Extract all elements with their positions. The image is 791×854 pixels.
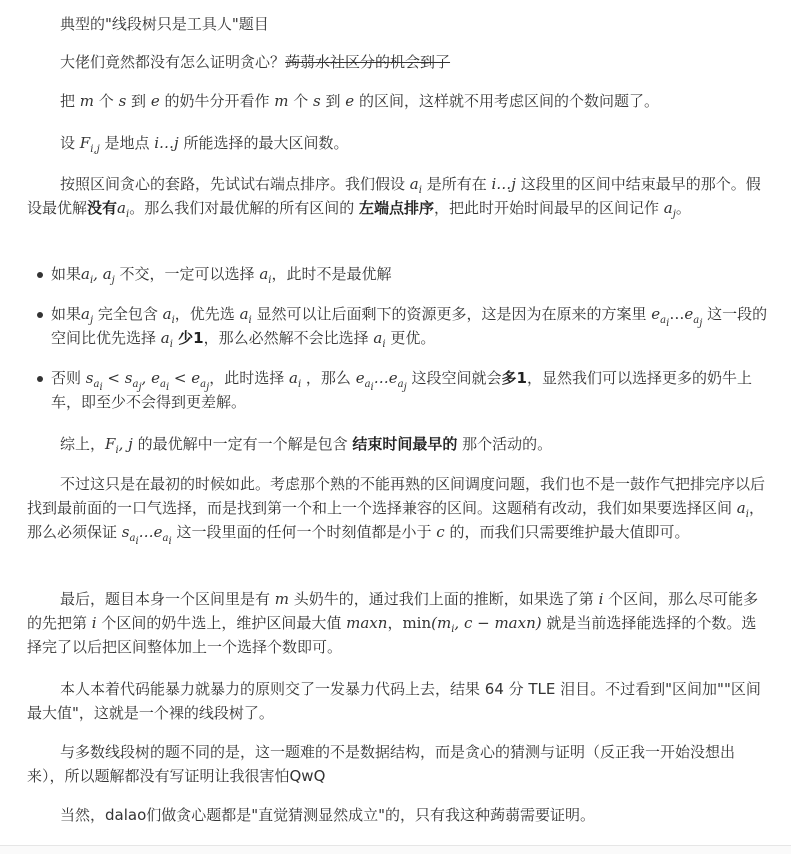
paragraph-greedy: 按照区间贪心的套路，先试试右端点排序。我们假设 $a_i$ 是所有在 i…j 这段里的区间中结束最早的那个。假设最优解没有$a_i$。那么我们对最优解的所有区间的 左端点排序，把此时开始时间最早的区间记作 $a_j$。 — [27, 175, 761, 220]
paragraph-scheduling: 不过这只是在最初的时候如此。考虑那个熟的不能再熟的区间调度问题，我们也不是一鼓作气把排完序以后找到最前面的一口气选择，而是找到第一个和上一个选择兼容的区间。这题稍有改动，我们如果要选择区间 $a_i$，那么必须保证 $s_{a_i}\dots e_{a_i}$ 这一段里面的任何一个时刻值都是小于 c 的，而我们只需要维护最大值即可。 — [27, 475, 766, 547]
paragraph-intro: 大佬们竟然都没有怎么证明贪心？蒟蒻水社区分的机会到了 — [60, 53, 451, 71]
paragraph-conclusion: 综上，$F_i$, j 的最优解中一定有一个解是包含 结束时间最早的 那个活动的。 — [60, 435, 553, 456]
paragraph-definition: 设 $F_{i,j}$ 是地点 i…j 所能选择的最大区间数。 — [60, 134, 349, 155]
strikethrough-text: 蒟蒻水社区分的机会到了 — [285, 53, 451, 71]
list-item: 否则 $s_{a_i} < s_{a_j}$, $e_{a_i} < e_{a_j}$，此时选择 $a_i$ ，那么 $e_{a_i}\dots e_{a_j}$ 这段空间就会多1，显然我们可以选择更多的奶牛上车，即至少不会得到更差解。 — [27, 366, 771, 414]
paragraph-ending: 当然，dalao们做贪心题都是"直觉猜测显然成立"的，只有我这种蒟蒻需要证明。 — [60, 806, 596, 824]
paragraph-final: 最后，题目本身一个区间里是有 m 头奶牛的，通过我们上面的推断，如果选了第 i 个区间，那么尽可能多的先把第 i 个区间的奶牛选上，维护区间最大值 maxn，$\min(m_i$, c − maxn) 就是当前选择能选择的个数。选择完了以后把区间整体加上一个选择个数即可。 — [27, 590, 759, 656]
list-item: 如果$a_j$ 完全包含 $a_i$，优先选 $a_i$ 显然可以让后面剩下的资源更多，这是因为在原来的方案里 $e_{a_i}\dots e_{a_j}$ 这一段的空间比优先选择 $a_i$ 少1，那么必然解不会比选择 $a_i$ 更优。 — [27, 302, 771, 350]
paragraph-difference: 与多数线段树的题不同的是，这一题难的不是数据结构，而是贪心的猜测与证明（反正我一开始没想出来），所以题解都没有写证明让我很害怕QwQ — [27, 743, 736, 785]
list-item: 如果$a_i$, $a_j$ 不交，一定可以选择 $a_i$，此时不是最优解 — [27, 262, 771, 286]
case-list — [27, 262, 771, 414]
page-title: 典型的"线段树只是工具人"题目 — [60, 15, 269, 33]
paragraph-cows: 把 m 个 s 到 e 的奶牛分开看作 m 个 s 到 e 的区间，这样就不用考虑区间的个数问题了。 — [60, 92, 659, 110]
paragraph-bruteforce: 本人本着代码能暴力就暴力的原则交了一发暴力代码上去，结果 64 分 TLE 泪目。不过看到"区间加""区间最大值"，这就是一个裸的线段树了。 — [27, 680, 761, 722]
